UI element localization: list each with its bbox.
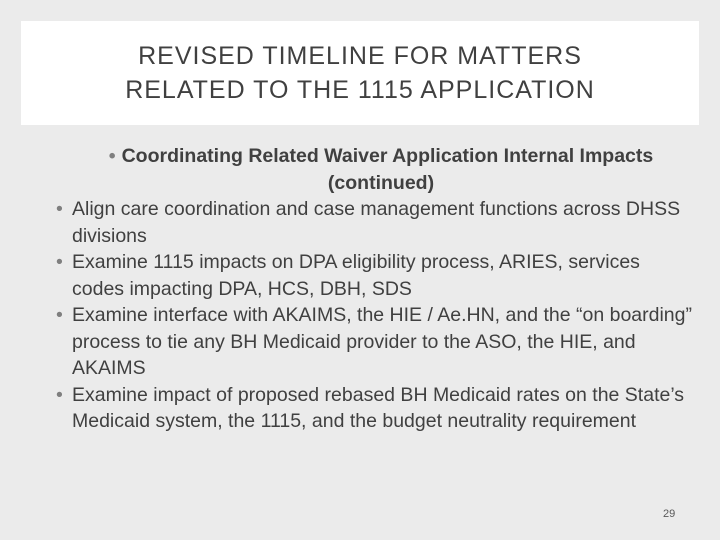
bullet-icon: • [56,383,63,406]
list-item [56,249,696,302]
title-line-1: REVISED TIMELINE FOR MATTERS [138,42,582,70]
bullet-icon: • [56,304,63,326]
list-item-text: Examine 1115 impacts on DPA eligibility process, ARIES, services codes impacting DPA, HCS, DBH, SDS [72,251,640,300]
bullet-icon: • [56,251,63,273]
bullet-icon: • [108,145,116,167]
list-item-text: Examine interface with AKAIMS, the HIE / Ae.HN, and the “on boarding” process to tie any BH Medicaid provider to the ASO, the HIE, and AKAIMS [72,304,692,379]
list-item-text: Examine impact of proposed rebased BH Medicaid rates on the State’s Medicaid system, the 1115, and the budget neutrality requirement [72,383,685,432]
title-box [21,21,699,125]
bullet-list [56,196,696,435]
slide-body [56,143,696,435]
bullet-icon: • [56,198,63,220]
list-item [56,302,696,382]
list-item-text: Align care coordination and case management functions across DHSS divisions [72,198,681,247]
title-line-2: RELATED TO THE 1115 APPLICATION [125,76,595,104]
list-item [56,196,696,249]
list-item [56,382,696,435]
section-heading-text: Coordinating Related Waiver Application Internal Impacts (continued) [121,145,654,194]
slide-title [21,39,699,107]
page-number: 29 [663,508,676,520]
section-heading [56,143,676,196]
